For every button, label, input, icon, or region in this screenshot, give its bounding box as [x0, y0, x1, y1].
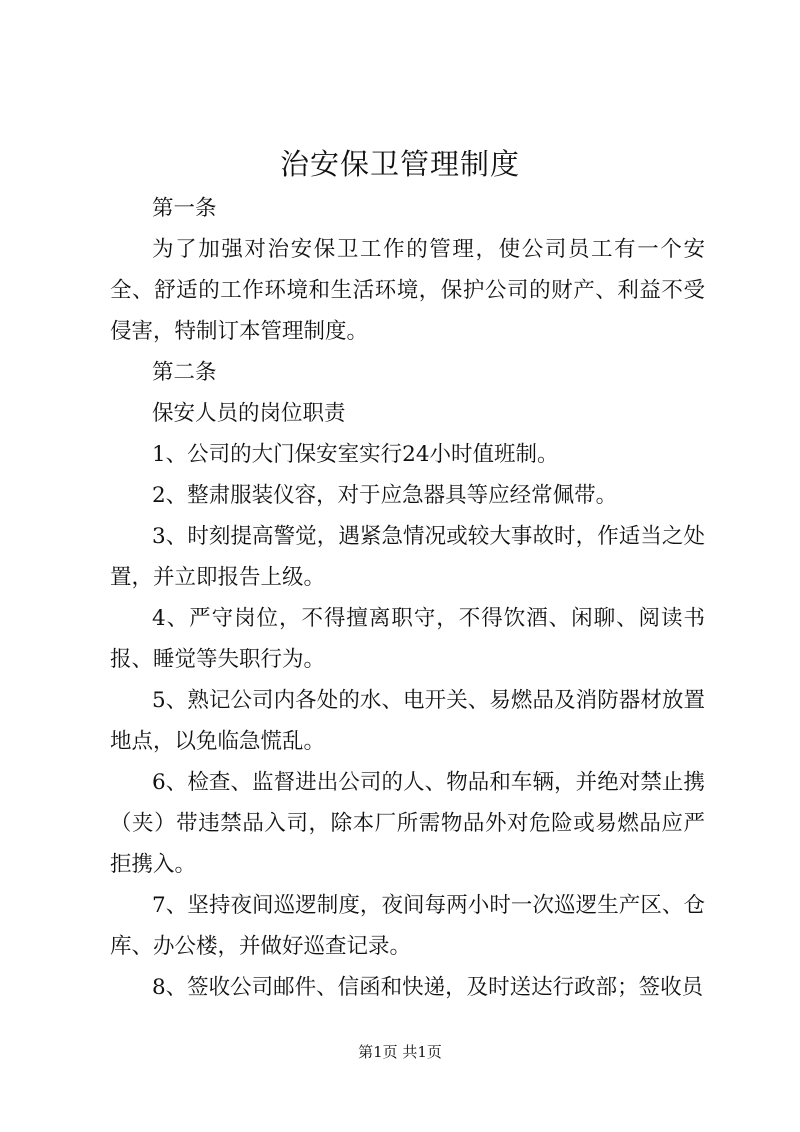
- duty-item-7: 7、坚持夜间巡逻制度，夜间每两小时一次巡逻生产区、仓库、办公楼，并做好巡查记录。: [110, 893, 705, 959]
- paragraph-purpose: 为了加强对治安保卫工作的管理，使公司员工有一个安全、舒适的工作环境和生活环境，保护公司的财产、利益不受侵害，特制订本管理制度。: [110, 237, 705, 344]
- section-heading-duties: 保安人员的岗位职责: [152, 401, 346, 426]
- duty-item-2: 2、整肃服装仪容，对于应急器具等应经常佩带。: [152, 483, 618, 508]
- duty-item-1: 1、公司的大门保安室实行24小时值班制。: [152, 442, 559, 467]
- article-heading-2: 第二条: [152, 360, 217, 385]
- document-title: 治安保卫管理制度: [279, 147, 520, 181]
- duty-item-8: 8、签收公司邮件、信函和快递，及时送达行政部；签收员: [152, 975, 704, 1000]
- duty-item-4: 4、严守岗位，不得擅离职守，不得饮酒、闲聊、阅读书报、睡觉等失职行为。: [110, 606, 705, 672]
- article-heading-1: 第一条: [152, 196, 217, 221]
- document-body: [110, 188, 705, 1008]
- duty-item-3: 3、时刻提高警觉，遇紧急情况或较大事故时，作适当之处置，并立即报告上级。: [110, 524, 705, 590]
- page-footer: 第1页 共1页: [358, 1043, 442, 1061]
- duty-item-5: 5、熟记公司内各处的水、电开关、易燃品及消防器材放置地点，以免临急慌乱。: [110, 688, 705, 754]
- duty-item-6: 6、检查、监督进出公司的人、物品和车辆，并绝对禁止携（夹）带违禁品入司，除本厂所需物品外对危险或易燃品应严拒携入。: [110, 770, 705, 877]
